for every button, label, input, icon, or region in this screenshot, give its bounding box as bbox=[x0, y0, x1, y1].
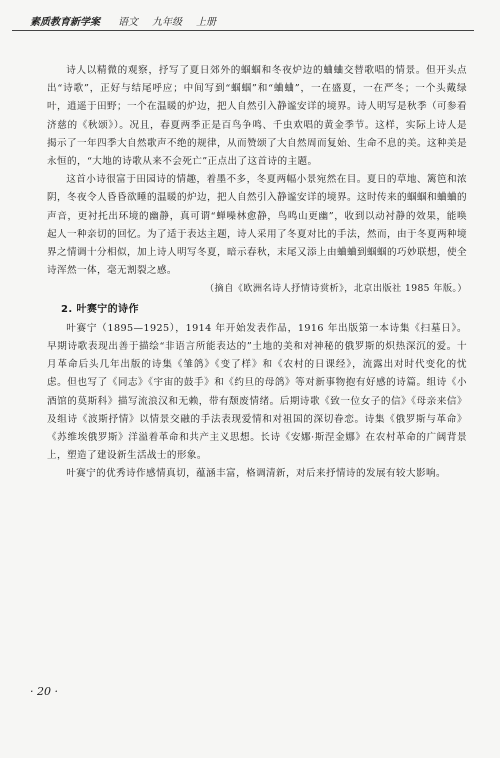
page-header bbox=[0, 0, 500, 34]
subject-label: 语文 bbox=[118, 17, 138, 28]
grade-label: 九年级 bbox=[152, 17, 182, 28]
section-heading: 2. 叶赛宁的诗作 bbox=[61, 303, 139, 315]
body-paragraph: 这首小诗很富于田园诗的情趣，着墨不多，冬夏两幅小景宛然在目。夏日的草地、篱笆和浓阴，冬夜令人昏昏欲睡的温暖的炉边，把人自然引入静谧安详的境界。这时传来的蝈蝈和蛐蛐的声音，更衬托出环境的幽静，真可谓“蝉噪林愈静，鸟鸣山更幽”，收到以动衬静的效果，能唤起人一种亲切的回忆。为了适于表达主题，诗人采用了冬夏对比的手法，然而，由于冬夏两种境界之情调十分相似，加上诗人明写冬夏，暗示春秋，末尾又添上由蛐蛐到蝈蝈的巧妙联想，使全诗浑然一体，毫无割裂之感。 bbox=[47, 174, 467, 277]
body-paragraph: 叶赛宁的优秀诗作感情真切，蕴涵丰富，格调清新，对后来抒情诗的发展有较大影响。 bbox=[66, 468, 446, 480]
source-citation: （摘自《欧洲名诗人抒情诗赏析》，北京出版社 1985 年版。） bbox=[204, 283, 467, 295]
volume-label: 上册 bbox=[196, 17, 216, 28]
body-paragraph: 叶赛宁（1895—1925），1914 年开始发表作品，1916 年出版第一本诗集《扫墓日》。早期诗歌表现出善于描绘“非语言所能表达的”土地的美和对神秘的俄罗斯的炽热深沉的爱。十月革命后头几年出版的诗集《雏鸽》《变了样》和《农村的日课经》，流露出对时代变化的忧虑。但也写了《同志》《宇宙的鼓手》和《约旦的母鸽》等对新事物抱有好感的诗篇。组诗《小酒馆的莫斯科》描写流浪汉和无赖，带有颓废情绪。后期诗歌《致一位女子的信》《母亲来信》及组诗《波斯抒情》以情景交融的手法表现爱情和对祖国的深切眷恋。诗集《俄罗斯与革命》《苏维埃俄罗斯》洋溢着革命和共产主义思想。长诗《安娜·斯涅金娜》在农村革命的广阔背景上，塑造了建设新生活战士的形象。 bbox=[47, 322, 467, 462]
header-divider bbox=[12, 30, 474, 31]
page-body bbox=[47, 62, 467, 484]
book-series-title: 素质教育新学案 bbox=[30, 17, 100, 28]
page-number: · 20 · bbox=[30, 685, 58, 698]
body-paragraph: 诗人以精微的观察，抒写了夏日郊外的蝈蝈和冬夜炉边的蛐蛐交替歌唱的情景。但开头点出“诗歌”，正好与结尾呼应；中间写到“蝈蝈”和“蛐蛐”，一在盛夏，一在严冬；一个头戴绿叶，逍遥于田野；一个在温暖的炉边，把人自然引入静谧安详的境界。诗人明写是秋季（可参看济慈的《秋颂》）。况且，春夏两季正是百鸟争鸣、千虫欢唱的黄金季节。这样，实际上诗人是揭示了一年四季大自然歌声不绝的规律，从而赞颂了大自然周而复始、生命不息的美。这种美是永恒的，“大地的诗歌从来不会死亡”正点出了这首诗的主题。 bbox=[47, 65, 467, 168]
